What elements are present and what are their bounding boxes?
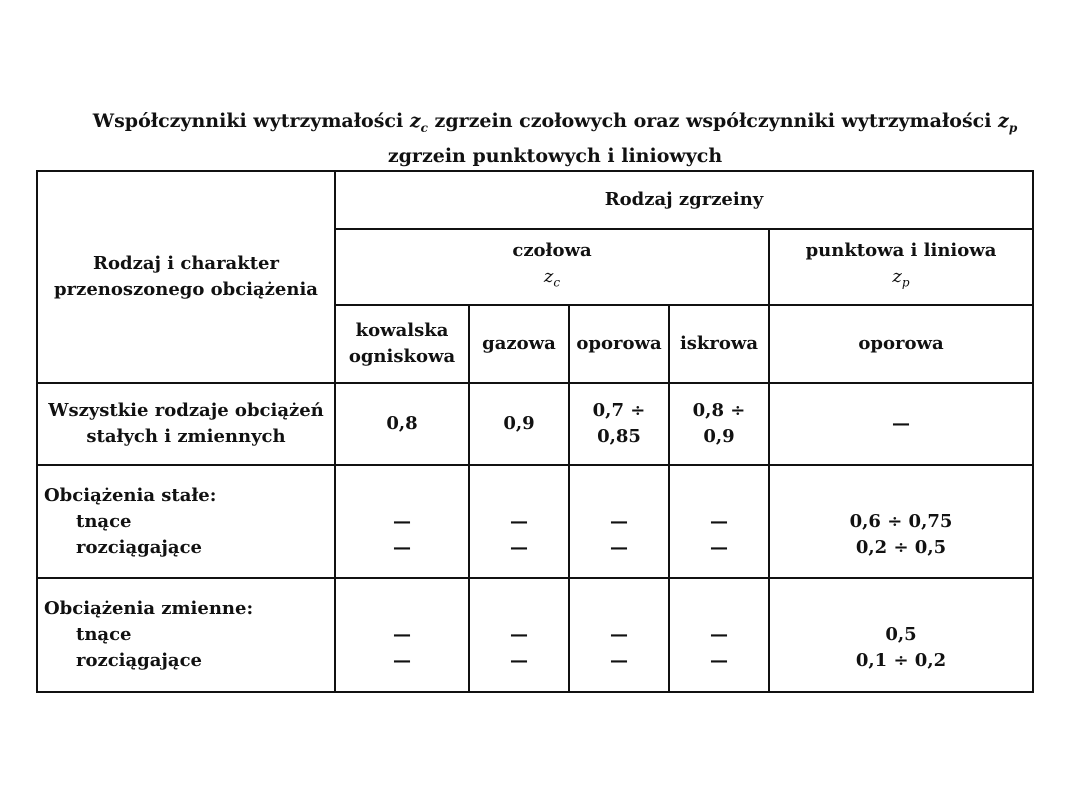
- cell-value: — —: [669, 578, 769, 692]
- symbol-zc: $z_c$: [409, 110, 428, 135]
- row-label: Obciążenia stałe: tnące rozciągające: [37, 465, 335, 578]
- coefficients-table: [36, 170, 1034, 693]
- cell-value: — —: [335, 578, 469, 692]
- caption-line-1: Współczynniki wytrzymałości $z_c$ zgrzein czołowych oraz współczynniki wytrzymałości $z_p$: [92, 110, 1018, 135]
- row-label: Wszystkie rodzaje obciążeń stałych i zmiennych: [37, 383, 335, 465]
- cell-value: 0,8: [335, 383, 469, 465]
- czolowa-symbol: $z_c$: [543, 266, 561, 290]
- cell-value: — —: [569, 578, 669, 692]
- table-row: [37, 383, 1033, 465]
- col-header-iskrowa: iskrowa: [669, 305, 769, 383]
- cell-value: 0,7 ÷ 0,85: [569, 383, 669, 465]
- cell-value: — —: [669, 465, 769, 578]
- table-row: [37, 465, 1033, 578]
- punktowa-symbol: $z_p$: [892, 266, 910, 290]
- row-label: Obciążenia zmienne: tnące rozciągające: [37, 578, 335, 692]
- col-header-oporowa-p: oporowa: [769, 305, 1033, 383]
- punktowa-header: punktowa i liniowa $z_p$: [769, 229, 1033, 305]
- col-header-oporowa: oporowa: [569, 305, 669, 383]
- row-header-cell: Rodzaj i charakter przenoszonego obciążenia: [37, 171, 335, 383]
- table-row: [37, 578, 1033, 692]
- table-caption: [60, 107, 1050, 170]
- cell-value: — —: [335, 465, 469, 578]
- cell-value: 0,8 ÷ 0,9: [669, 383, 769, 465]
- col-header-kowalska: kowalska ogniskowa: [335, 305, 469, 383]
- cell-value: — —: [469, 465, 569, 578]
- cell-value: — —: [569, 465, 669, 578]
- caption-line-2: zgrzein punktowych i liniowych: [387, 144, 723, 167]
- cell-value: — —: [469, 578, 569, 692]
- rodzaj-zgrzeiny-header: Rodzaj zgrzeiny: [335, 171, 1033, 229]
- col-header-gazowa: gazowa: [469, 305, 569, 383]
- cell-value: 0,6 ÷ 0,75 0,2 ÷ 0,5: [769, 465, 1033, 578]
- cell-value: 0,9: [469, 383, 569, 465]
- cell-value: —: [769, 383, 1033, 465]
- symbol-zp: $z_p$: [998, 110, 1018, 135]
- cell-value: 0,5 0,1 ÷ 0,2: [769, 578, 1033, 692]
- czolowa-header: czołowa $z_c$: [335, 229, 769, 305]
